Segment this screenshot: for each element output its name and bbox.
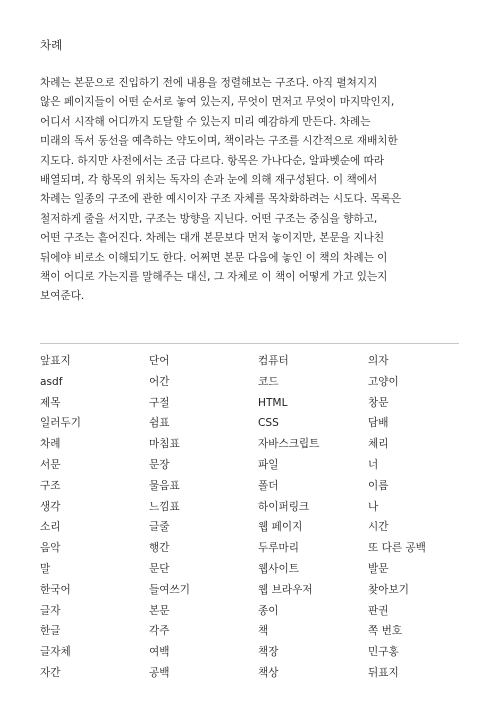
glossary-term: 행간 [149, 542, 170, 555]
paragraph-line: 책이 어디로 가는지를 말해주는 대신, 그 자체로 이 책이 어떻게 가고 있는지 [40, 271, 388, 284]
glossary-term: 책 [258, 625, 269, 638]
glossary-term: 서문 [40, 458, 61, 471]
glossary-term: 쉼표 [149, 417, 170, 430]
glossary-term: 웹 페이지 [258, 521, 303, 534]
glossary-term: 파일 [258, 458, 279, 471]
section-divider [40, 343, 459, 344]
paragraph-line: 미래의 독서 동선을 예측하는 약도이며, 책이라는 구조를 시간적으로 재배치한 [40, 135, 398, 148]
glossary-row [40, 351, 470, 372]
glossary-term: 어간 [149, 375, 170, 388]
glossary-row [40, 455, 470, 476]
glossary-term: 종이 [258, 604, 279, 617]
glossary-list [40, 351, 470, 684]
glossary-term: 쪽 번호 [368, 625, 403, 638]
glossary-row [40, 517, 470, 538]
glossary-row [40, 621, 470, 642]
glossary-term: 자간 [40, 666, 61, 679]
paragraph-line: 철저하게 줄을 서지만, 구조는 방향을 지닌다. 어떤 구조는 중심을 향하고, [40, 212, 378, 225]
glossary-row [40, 538, 470, 559]
glossary-row [40, 393, 470, 414]
glossary-term: 앞표지 [40, 355, 71, 367]
glossary-term: 웹 브라우저 [258, 583, 313, 596]
glossary-row [40, 476, 470, 497]
glossary-term: 체리 [368, 438, 389, 451]
glossary-row [40, 642, 470, 663]
glossary-term: 제목 [40, 396, 61, 409]
glossary-term: 의자 [368, 355, 389, 367]
glossary-term: 자바스크립트 [258, 438, 320, 451]
glossary-term: 공백 [149, 666, 170, 679]
glossary-term: 물음표 [149, 479, 180, 492]
glossary-row [40, 413, 470, 434]
glossary-term: 글줄 [149, 521, 170, 534]
glossary-row [40, 580, 470, 601]
glossary-term: 코드 [258, 375, 279, 388]
glossary-term: 글자 [40, 604, 61, 617]
paragraph-line: 보여준다. [40, 290, 85, 303]
glossary-term: 또 다른 공백 [368, 542, 426, 555]
glossary-row [40, 559, 470, 580]
glossary-term: 마침표 [149, 438, 180, 451]
glossary-row [40, 372, 470, 393]
glossary-term: 두루마리 [258, 542, 299, 555]
glossary-term: 문단 [149, 562, 170, 575]
paragraph-line: 않은 페이지들이 어떤 순서로 놓여 있는지, 무엇이 먼저고 무엇이 마지막인지, [40, 96, 395, 109]
glossary-term: 담배 [368, 417, 389, 430]
glossary-term: 폴더 [258, 479, 279, 492]
intro-paragraph [40, 74, 470, 307]
glossary-term: 판권 [368, 604, 389, 617]
glossary-term: HTML [258, 396, 288, 409]
glossary-term: 뒤표지 [368, 666, 399, 679]
glossary-term: 하이퍼링크 [258, 500, 310, 513]
glossary-term: 들여쓰기 [149, 583, 190, 596]
glossary-term: 차례 [40, 438, 61, 451]
paragraph-line: 어디서 시작해 어디까지 도달할 수 있는지 미리 예감하게 만든다. 차례는 [40, 115, 371, 128]
glossary-term: 민구홍 [368, 646, 399, 659]
glossary-term: 여백 [149, 646, 170, 659]
paragraph-line: 지도다. 하지만 사전에서는 조금 다르다. 항목은 가나다순, 알파벳순에 따라 [40, 154, 385, 167]
glossary-term: 찾아보기 [368, 583, 409, 596]
glossary-term: 단어 [149, 355, 170, 367]
glossary-term: 컴퓨터 [258, 355, 289, 367]
glossary-term: 너 [368, 458, 379, 471]
glossary-term: 일러두기 [40, 417, 81, 430]
glossary-term: 소리 [40, 521, 61, 534]
glossary-term: 말 [40, 562, 51, 575]
glossary-row [40, 497, 470, 518]
glossary-term: 본문 [149, 604, 170, 617]
glossary-term: 창문 [368, 396, 389, 409]
glossary-term: 구절 [149, 396, 170, 409]
glossary-term: asdf [40, 375, 63, 388]
glossary-term: 나 [368, 500, 379, 513]
glossary-row [40, 663, 470, 684]
glossary-term: 음악 [40, 542, 61, 555]
paragraph-line: 어떤 구조는 흩어진다. 차례는 대개 본문보다 먼저 놓이지만, 본문을 지나친 [40, 232, 385, 245]
glossary-term: 고양이 [368, 375, 399, 388]
glossary-term: 책장 [258, 646, 279, 659]
glossary-term: 이름 [368, 479, 389, 492]
glossary-term: 느낌표 [149, 500, 180, 513]
paragraph-line: 뒤에야 비로소 이해되기도 한다. 어쩌면 본문 다음에 놓인 이 책의 차례는 이 [40, 251, 388, 264]
glossary-term: CSS [258, 417, 279, 430]
page-title: 차례 [40, 38, 63, 52]
glossary-term: 구조 [40, 479, 61, 492]
glossary-term: 한글 [40, 625, 61, 638]
glossary-row [40, 601, 470, 622]
glossary-term: 글자체 [40, 646, 71, 659]
paragraph-line: 차례는 일종의 구조에 관한 예시이자 구조 자체를 목차화하려는 시도다. 목록은 [40, 193, 402, 206]
glossary-term: 책상 [258, 666, 279, 679]
glossary-term: 시간 [368, 521, 389, 534]
glossary-term: 한국어 [40, 583, 71, 596]
glossary-term: 문장 [149, 458, 170, 471]
glossary-term: 각주 [149, 625, 170, 638]
paragraph-line: 배열되며, 각 항목의 위치는 독자의 손과 눈에 의해 재구성된다. 이 책에서 [40, 174, 378, 187]
glossary-row [40, 434, 470, 455]
paragraph-line: 차례는 본문으로 진입하기 전에 내용을 정렬해보는 구조다. 아직 펼쳐지지 [40, 77, 378, 89]
glossary-term: 발문 [368, 562, 389, 575]
glossary-term: 웹사이트 [258, 562, 299, 575]
glossary-term: 생각 [40, 500, 61, 513]
